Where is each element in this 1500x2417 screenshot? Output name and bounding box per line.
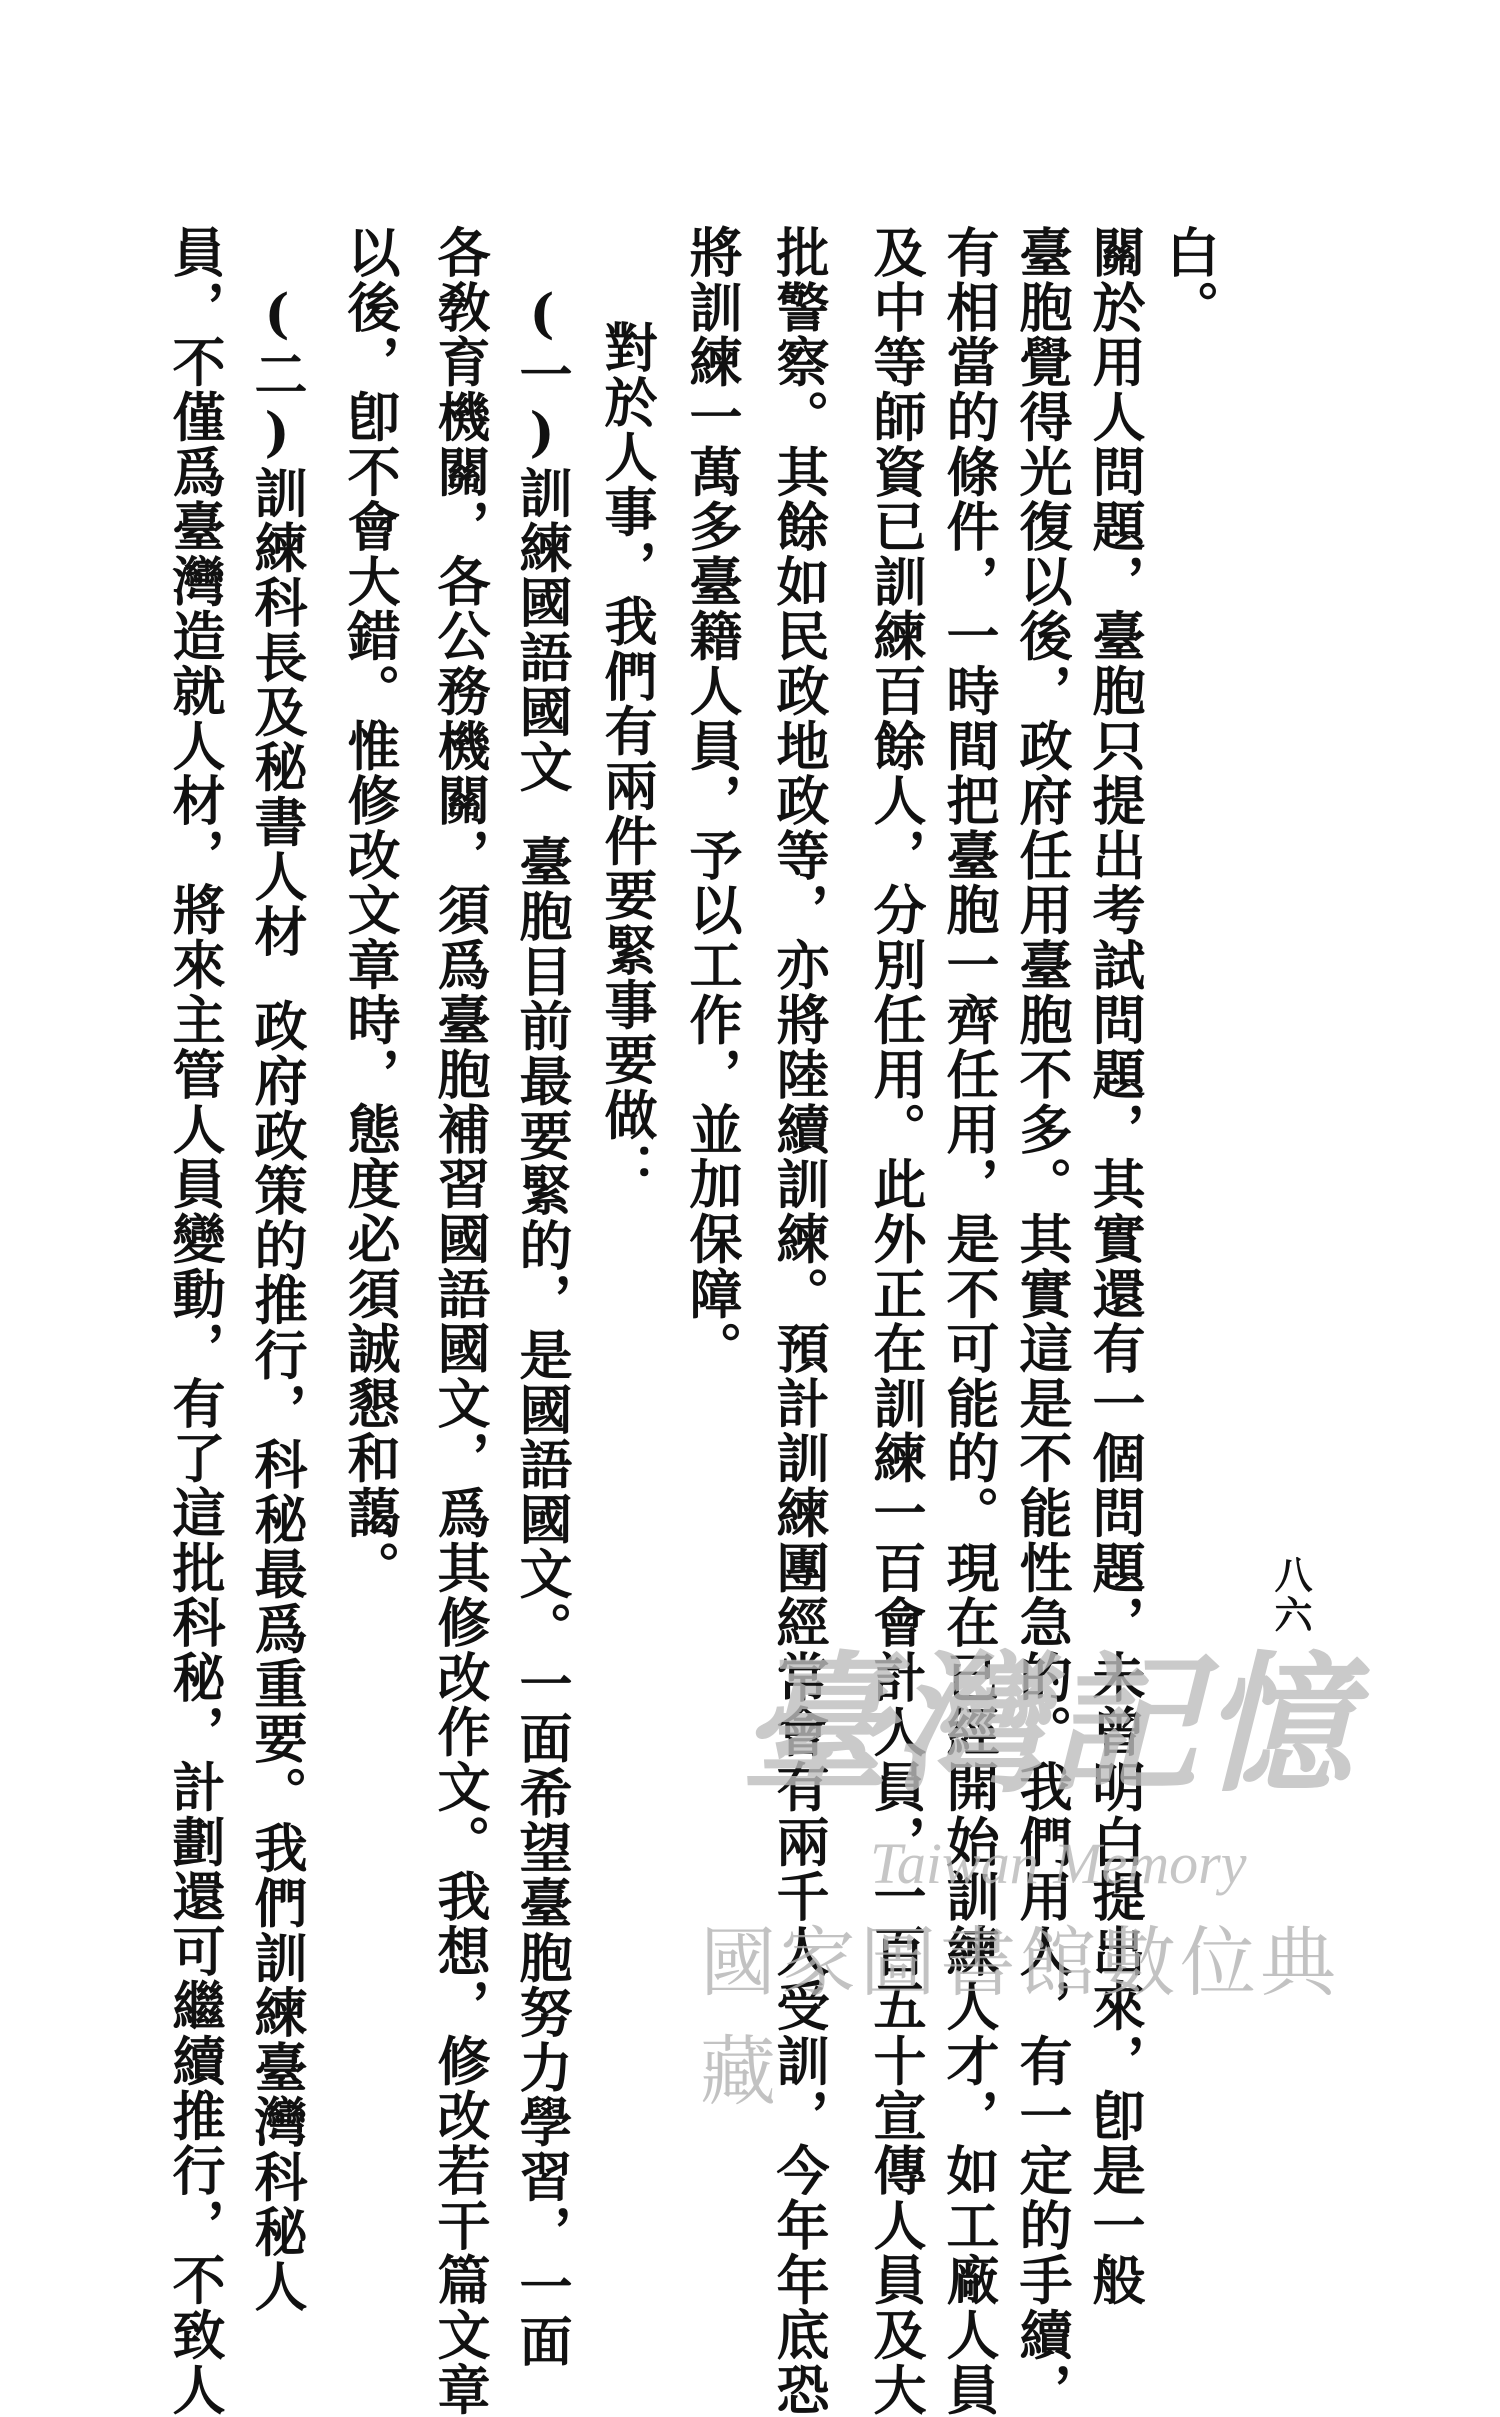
column-text: 臺胞目前最要緊的，是國語國文。一面希望臺胞努力學習，一面 bbox=[511, 834, 573, 2369]
library-watermark bbox=[700, 1637, 1400, 2116]
text-column-10 bbox=[428, 225, 492, 2417]
text-column-13 bbox=[163, 225, 227, 2417]
watermark-english-text: Taiwan Memory bbox=[870, 1831, 1247, 1896]
column-text: 有相當的條件，一時間把臺胞一齊任用，是不可能的。現在已經開始訓練人才，如工廠人員 bbox=[938, 225, 1000, 2417]
column-text: 關於用人問題，臺胞只提出考試問題，其實還有一個問題，未曾明白提出來，卽是一般 bbox=[1084, 225, 1146, 2308]
column-text: 以後，卽不會大錯。惟修改文章時，態度必須誠懇和藹。 bbox=[339, 225, 401, 1595]
column-text: 及中等師資已訓練百餘人，分別任用。此外正在訓練一百會計人員，一百五十宣傳人員及大 bbox=[865, 225, 927, 2417]
column-text: 臺胞覺得光復以後，政府任用臺胞不多。其實這是不能性急的。我們用人，有一定的手續， bbox=[1011, 225, 1073, 2417]
section-heading: (二)訓練科長及秘書人材 bbox=[246, 283, 308, 959]
text-column-12 bbox=[245, 283, 309, 2314]
text-column-8 bbox=[595, 220, 659, 2120]
section-heading: (一)訓練國語國文 bbox=[511, 283, 573, 795]
text-column-9 bbox=[510, 283, 574, 2369]
text-column-11 bbox=[338, 225, 402, 2025]
watermark-subtitle: 國家圖書館數位典藏 bbox=[700, 1918, 1340, 2116]
column-text: 對於人事，我們有兩件要緊事要做： bbox=[596, 320, 658, 1197]
column-text: 將訓練一萬多臺籍人員，予以工作，並加保障。 bbox=[681, 225, 743, 1376]
column-text: 白。 bbox=[1158, 225, 1220, 335]
column-text: 批警察。其餘如民政地政等，亦將陸續訓練。預計訓練團經常會有兩千人受訓，今年年底恐 bbox=[768, 225, 830, 2417]
page-number: 八六 bbox=[1268, 1555, 1313, 1635]
column-text: 員，不僅爲臺灣造就人材，將來主管人員變動，有了這批科秘，計劃還可繼續推行，不致人 bbox=[164, 225, 226, 2417]
column-text: 各敎育機關，各公務機關，須爲臺胞補習國語國文，爲其修改作文。我想，修改若干篇文章 bbox=[429, 225, 491, 2417]
watermark-main-text: 臺灣記憶 bbox=[740, 1637, 1357, 1813]
column-text: 政府政策的推行，科秘最爲重要。我們訓練臺灣科秘人 bbox=[246, 998, 308, 2314]
